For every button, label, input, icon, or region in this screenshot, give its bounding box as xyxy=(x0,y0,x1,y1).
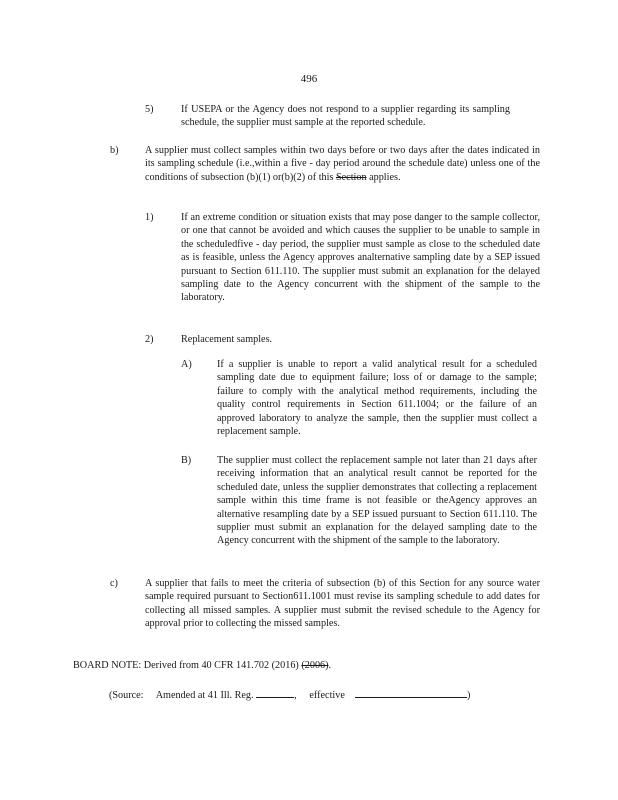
item-text: Replacement samples. xyxy=(181,334,273,345)
item-text: The supplier must collect the replacement sample not later than 21 days after receiving information that an analytical result cannot be reported for the scheduled date, unless the supplier demonstrates that collecting a replacement sample within this time frame is not feasible or theAgency approves an alternative resampling date by a SEP issued pursuant to Section 611.110. The supplier must submit an explanation for the delayed sampling date to the Agency concurrent with the shipment of the sample to the laboratory. xyxy=(217,455,537,547)
item-label: b) xyxy=(110,145,119,156)
item-text xyxy=(145,144,540,184)
board-note-tail: . xyxy=(328,660,332,671)
item-text: If USEPA or the Agency does not respond to a supplier regarding its sampling schedule, the supplier must sample at the reported schedule. xyxy=(181,104,510,129)
item-label: 2) xyxy=(145,334,154,345)
item-label: 5) xyxy=(145,104,154,115)
source-close: ) xyxy=(467,690,471,701)
item-label: B) xyxy=(181,455,192,466)
board-note xyxy=(73,659,543,672)
volume-blank xyxy=(256,687,294,698)
item-text-main: A supplier must collect samples within two days before or two days after the dates indicated in its sampling schedule (i.e.,within a five - day period around the schedule date) unless one of the conditions of subsection (b)(1) or(b)(2) of this xyxy=(145,145,540,183)
source-comma: , xyxy=(294,690,297,701)
board-note-text: BOARD NOTE: Derived from 40 CFR 141.702 (2016) xyxy=(73,660,299,671)
source-line xyxy=(109,687,549,702)
struck-text: Section xyxy=(335,171,367,183)
struck-text: (2006) xyxy=(301,660,329,671)
item-label: c) xyxy=(110,578,118,589)
source-amended: Amended at 41 Ill. Reg. xyxy=(155,690,254,701)
item-text-tail: applies. xyxy=(366,171,401,183)
date-blank xyxy=(355,687,467,698)
source-effective: effective xyxy=(309,690,345,701)
page-number: 496 xyxy=(300,73,318,85)
item-text: A supplier that fails to meet the criteria of subsection (b) of this Section for any source water sample required pursuant to Section611.1001 must revise its sampling schedule to add dates for collecting all missed samples. A supplier must submit the revised schedule to the Agency for approval prior to collecting the missed samples. xyxy=(145,578,540,630)
item-text: If a supplier is unable to report a valid analytical result for a scheduled sampling date due to equipment failure; loss of or damage to the sample; failure to comply with the analytical method requirements, including the quality control requirements in Section 611.1004; or the failure of an approved laboratory to analyze the sample, then the supplier must collect a replacement sample. xyxy=(217,359,537,438)
item-text: If an extreme condition or situation exists that may pose danger to the sample collector, or one that cannot be avoided and which causes the supplier to be unable to sample in the scheduledfive - day period, the supplier must sample as close to the scheduled date as is feasible, unless the Agency approves analternative sampling date by a SEP issued pursuant to Section 611.110. The supplier must submit an explanation for the delayed sampling date to the Agency concurrent with the shipment of the sample to the laboratory. xyxy=(181,212,540,304)
item-label: A) xyxy=(181,359,192,370)
item-label: 1) xyxy=(145,212,154,223)
source-open: (Source: xyxy=(109,690,144,701)
